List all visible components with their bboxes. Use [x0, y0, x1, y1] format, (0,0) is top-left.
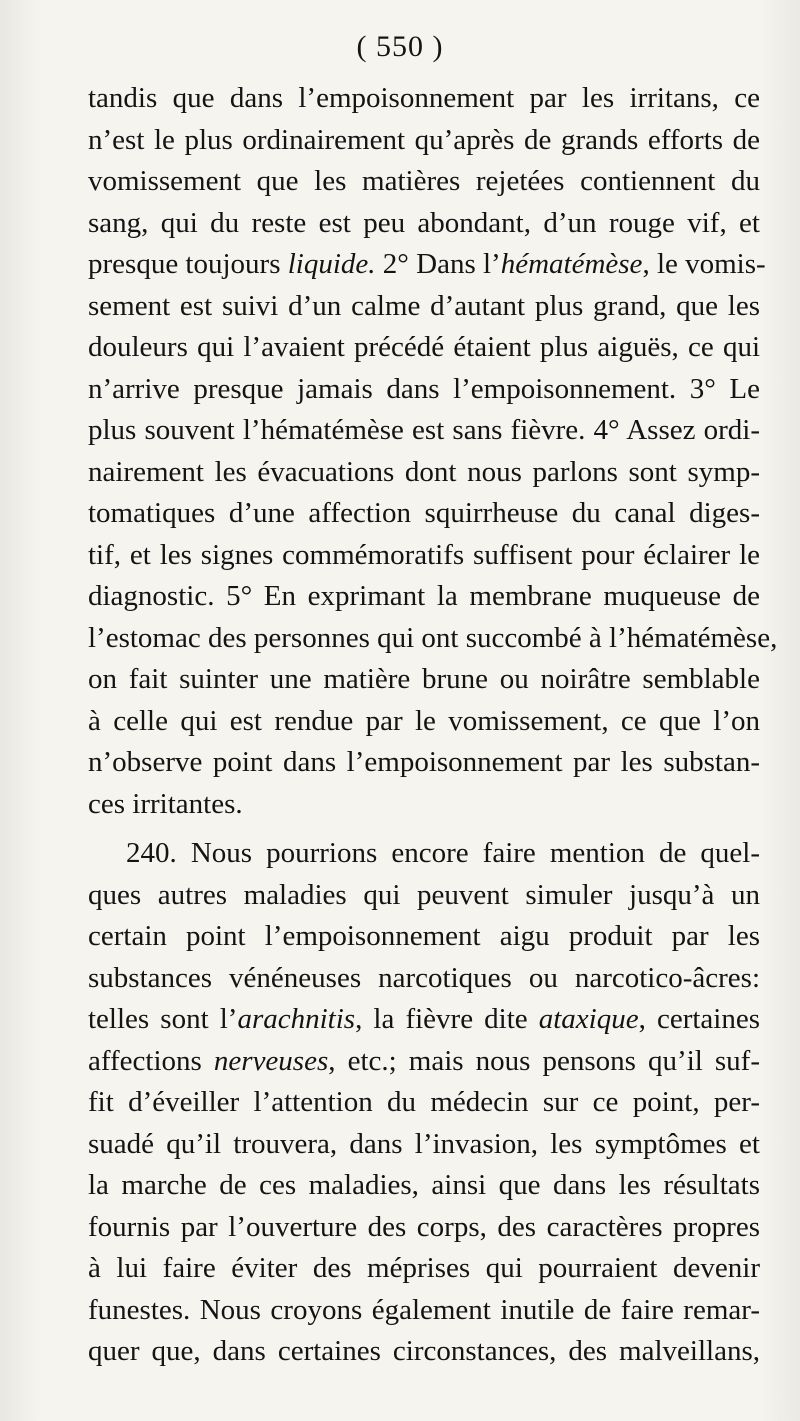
italic-term: ataxique [538, 1003, 639, 1035]
text-run: ces irritantes. [88, 787, 243, 820]
text-run: quer que, dans certaines circonstances, des malveillans, [88, 1335, 760, 1367]
text-run: presque toujours [88, 248, 288, 280]
text-line [88, 742, 760, 784]
text-run: vomissement que les matières rejetées contiennent du [88, 165, 760, 197]
text-line [88, 1165, 760, 1207]
text-run: plus souvent l’hématémèse est sans fièvre. 4° Assez ordi- [88, 414, 760, 446]
text-line [88, 1124, 760, 1166]
text-run: l’estomac des personnes qui ont succombé à l’hématémèse, [88, 621, 778, 654]
text-line [88, 701, 760, 743]
text-run: tomatiques d’une affection squirrheuse du canal diges- [88, 497, 760, 529]
body-text [88, 78, 778, 1373]
text-line [88, 369, 760, 411]
page-number: ( 550 ) [356, 30, 444, 63]
text-run: fournis par l’ouverture des corps, des caractères propres [88, 1210, 760, 1243]
text-line [88, 244, 766, 286]
text-run: , la fièvre dite [355, 1003, 539, 1035]
text-line [88, 999, 760, 1041]
text-line [88, 535, 760, 577]
text-line [88, 1041, 760, 1083]
text-run: suadé qu’il trouvera, dans l’invasion, les symptômes et [88, 1127, 760, 1160]
text-run: tif, et les signes commémoratifs suffisent pour éclairer le [88, 538, 760, 571]
text-line [88, 659, 760, 701]
text-run: n’observe point dans l’empoisonnement par les substan- [88, 746, 760, 778]
text-line [88, 1331, 760, 1373]
text-run: affections [88, 1044, 214, 1077]
text-run: , etc.; mais nous pensons qu’il suf- [328, 1044, 761, 1077]
text-run: 240. Nous pourrions encore faire mention de quel- [126, 837, 760, 869]
text-run: , certaines [638, 1003, 760, 1035]
italic-term: arachnitis [237, 1003, 356, 1035]
text-run: sement est suivi d’un calme d’autant plus grand, que les [88, 289, 760, 322]
paragraph-gap [88, 825, 760, 833]
paragraph-2 [88, 833, 760, 1373]
text-run: n’est le plus ordinairement qu’après de grands efforts de [88, 123, 760, 156]
text-line [88, 958, 760, 1000]
text-run: 2° Dans l’ [375, 248, 501, 280]
text-run: , le vomis- [642, 248, 766, 280]
text-run: funestes. Nous croyons également inutile de faire remar- [88, 1293, 760, 1326]
italic-term: hématémèse [500, 248, 643, 280]
text-run: à celle qui est rendue par le vomissement, ce que l’on [88, 704, 760, 737]
text-line [88, 161, 760, 203]
text-line [88, 618, 778, 660]
text-run: n’arrive presque jamais dans l’empoisonnement. 3° Le [88, 372, 760, 405]
italic-term: liquide. [287, 248, 376, 280]
text-line [88, 120, 760, 162]
text-line [88, 493, 760, 535]
text-run: à lui faire éviter des méprises qui pourraient devenir [88, 1252, 760, 1284]
text-line [88, 452, 760, 494]
text-run: substances vénéneuses narcotiques ou narcotico-âcres: [88, 961, 760, 994]
text-line [88, 78, 760, 120]
text-line [88, 1290, 760, 1332]
text-line [88, 875, 760, 917]
text-line [88, 327, 760, 369]
text-line [88, 1248, 760, 1290]
text-run: douleurs qui l’avaient précédé étaient plus aiguës, ce qui [88, 331, 760, 363]
text-line [88, 833, 760, 875]
text-line [88, 203, 760, 245]
text-run: sang, qui du reste est peu abondant, d’un rouge vif, et [88, 206, 760, 239]
text-line [88, 576, 760, 618]
text-run: on fait suinter une matière brune ou noirâtre semblable [88, 663, 760, 695]
text-line [88, 1082, 760, 1124]
text-run: diagnostic. 5° En exprimant la membrane muqueuse de [88, 580, 760, 612]
italic-term: nerveuses [213, 1044, 329, 1077]
text-run: ques autres maladies qui peuvent simuler jusqu’à un [88, 878, 760, 911]
text-line [88, 410, 760, 452]
text-line [88, 916, 760, 958]
text-run: tandis que dans l’empoisonnement par les irritans, ce [88, 82, 760, 114]
text-line [88, 286, 760, 328]
text-run: fit d’éveiller l’attention du médecin sur ce point, per- [88, 1086, 760, 1118]
text-run: certain point l’empoisonnement aigu produit par les [88, 920, 760, 952]
paragraph-1 [88, 78, 778, 825]
text-run: la marche de ces maladies, ainsi que dans les résultats [88, 1169, 760, 1201]
text-line [88, 1207, 760, 1249]
text-run: telles sont l’ [88, 1003, 238, 1035]
text-line [88, 784, 760, 826]
text-run: nairement les évacuations dont nous parlons sont symp- [88, 455, 760, 488]
